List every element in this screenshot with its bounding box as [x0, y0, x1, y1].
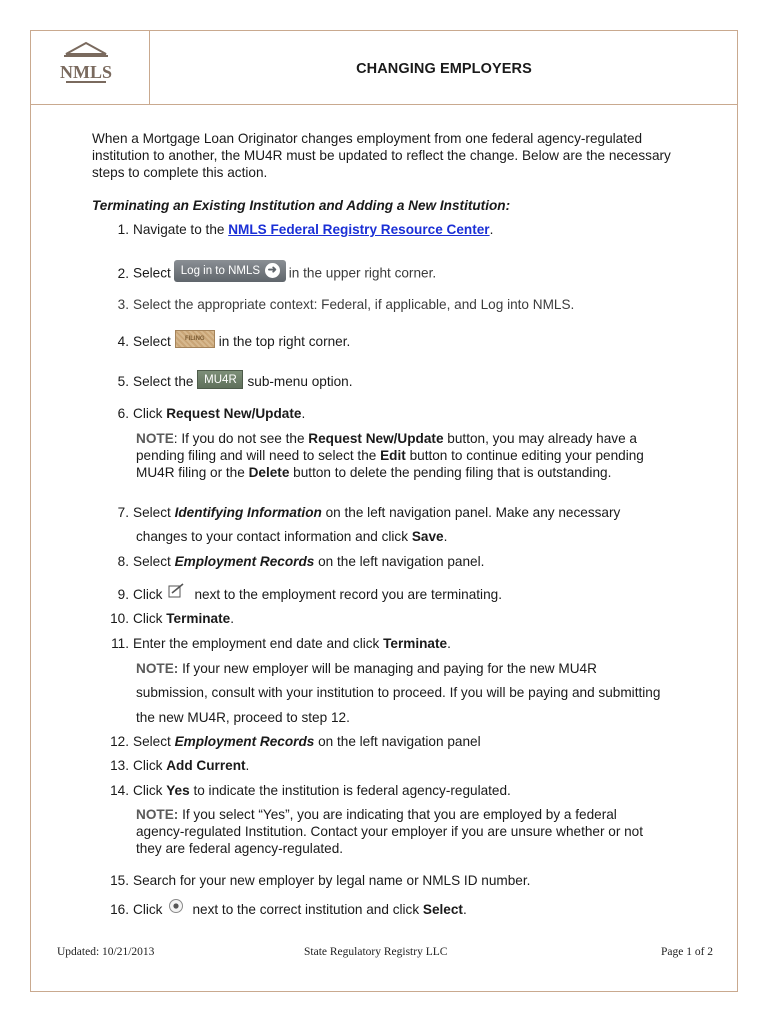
- step-number: 16.: [110, 902, 129, 917]
- step-text: on the left navigation panel: [314, 734, 481, 749]
- note-emphasis: Delete: [248, 465, 290, 480]
- login-to-nmls-button-image: [174, 260, 286, 282]
- step-2: [107, 263, 436, 285]
- step-text: .: [489, 222, 494, 237]
- step-text: on the left navigation panel. Make any necessary: [321, 505, 621, 520]
- note-emphasis: Edit: [380, 448, 406, 463]
- step-14: [107, 782, 511, 799]
- mu4r-button-image: [197, 370, 243, 389]
- note-new-employer-line-2: submission, consult with your institution to proceed. If you will be paying and submitting: [136, 685, 661, 700]
- step-text: Enter the employment end date and click: [133, 636, 384, 651]
- step-text: Select: [133, 554, 175, 569]
- note-label: NOTE:: [136, 661, 179, 676]
- step-text: in the upper right corner.: [288, 265, 437, 281]
- step-text: Select: [133, 334, 171, 349]
- step-text: next to the correct institution and click: [192, 902, 423, 917]
- step-number: 5.: [117, 374, 129, 390]
- step-text: Search for your new employer by legal name or NMLS ID number.: [133, 873, 531, 888]
- step-text: Select the: [133, 374, 194, 390]
- step-text: Click: [133, 587, 163, 602]
- intro-paragraph: When a Mortgage Loan Originator changes employment from one federal agency-regulated institution to another, the MU4R must be updated to reflect the change. Below are the necessary steps to complete this action.: [92, 131, 671, 180]
- step-text: .: [443, 529, 448, 544]
- step-text: Select: [133, 505, 175, 520]
- button-label: MU4R: [204, 374, 237, 386]
- note-text: button to delete the pending filing that is outstanding.: [289, 465, 612, 480]
- footer-organization: State Regulatory Registry LLC: [304, 946, 448, 958]
- step-text: on the left navigation panel.: [314, 554, 485, 569]
- note-text: : If you do not see the: [173, 431, 309, 446]
- note-new-employer-line-3: the new MU4R, proceed to step 12.: [136, 710, 350, 725]
- step-text: sub-menu option.: [247, 374, 353, 390]
- note-text: button, you may already have a pending filing and will need to select the: [136, 431, 637, 463]
- step-number: 2.: [117, 265, 129, 281]
- step-13: [107, 757, 249, 774]
- step-text: next to the employment record you are terminating.: [194, 587, 502, 602]
- page-title: CHANGING EMPLOYERS: [356, 61, 532, 77]
- button-label: FILING: [184, 336, 205, 343]
- note-new-employer-line-1: [136, 660, 597, 677]
- step-text: .: [230, 611, 234, 626]
- resource-center-link[interactable]: NMLS Federal Registry Resource Center: [228, 222, 490, 237]
- step-9: [107, 586, 502, 603]
- step-1: [107, 221, 493, 238]
- step-text: Select: [133, 265, 171, 281]
- step-7-continued: [136, 528, 447, 545]
- step-emphasis: Terminate: [383, 636, 448, 651]
- arrow-right-circle-icon: ➜: [265, 263, 280, 278]
- step-number: 12.: [110, 734, 129, 749]
- section-heading: Terminating an Existing Institution and Adding a New Institution:: [92, 198, 511, 213]
- note-label: NOTE: [136, 431, 174, 446]
- step-number: 8.: [117, 554, 129, 569]
- step-11: [107, 635, 451, 652]
- header-divider: [30, 104, 738, 105]
- note-yes-selection: [136, 806, 666, 857]
- step-emphasis: Yes: [166, 783, 190, 798]
- step-text: .: [245, 758, 250, 773]
- step-text: Select: [133, 734, 175, 749]
- step-number: 13.: [110, 758, 129, 773]
- note-text: If you select “Yes”, you are indicating that you are employed by a federal agency-regulated Institution. Contact your employer if you are unsure whether or not they are federal agency-regulated.: [136, 807, 644, 856]
- note-pending-filing: [136, 430, 661, 481]
- step-text: .: [447, 636, 451, 651]
- step-4: [107, 333, 350, 351]
- step-text: Click: [133, 758, 167, 773]
- note-text: If your new employer will be managing and paying for the new MU4R: [178, 661, 597, 676]
- step-number: 7.: [117, 505, 129, 520]
- radio-select-icon: [168, 898, 184, 914]
- step-number: 1.: [117, 222, 129, 237]
- step-15: [107, 872, 530, 889]
- step-number: 6.: [117, 406, 129, 421]
- note-label: NOTE:: [136, 807, 179, 822]
- step-emphasis: Select: [422, 902, 463, 917]
- step-12: [107, 733, 481, 750]
- step-text: Navigate to the: [133, 222, 229, 237]
- step-text: Click: [133, 902, 163, 917]
- step-number: 14.: [110, 783, 129, 798]
- step-emphasis: Identifying Information: [174, 505, 322, 520]
- step-text: to indicate the institution is federal agency-regulated.: [189, 783, 511, 798]
- nmls-logo: [56, 38, 116, 94]
- step-number: 9.: [117, 587, 129, 602]
- step-emphasis: Employment Records: [174, 734, 315, 749]
- footer-page-number: Page 1 of 2: [661, 946, 714, 958]
- step-emphasis: Terminate: [166, 611, 231, 626]
- svg-text:NMLS: NMLS: [59, 62, 113, 82]
- step-text: Click: [133, 611, 167, 626]
- step-3: [107, 296, 574, 313]
- step-6: [107, 405, 305, 422]
- step-8: [107, 553, 484, 570]
- step-7: [107, 504, 620, 521]
- step-text: Click: [133, 783, 167, 798]
- step-text: Select the appropriate context: Federal, if applicable, and Log into NMLS.: [133, 297, 575, 312]
- step-emphasis: Save: [411, 529, 444, 544]
- step-5: [107, 373, 353, 392]
- step-emphasis: Employment Records: [174, 554, 315, 569]
- step-number: 10.: [110, 611, 129, 626]
- step-10: [107, 610, 234, 627]
- edit-record-icon: [168, 583, 186, 599]
- step-number: 4.: [117, 334, 129, 349]
- note-emphasis: Request New/Update: [308, 431, 444, 446]
- button-label: Log in to NMLS: [180, 265, 261, 277]
- step-16: [107, 901, 467, 918]
- step-number: 3.: [117, 297, 129, 312]
- step-text: .: [301, 406, 306, 421]
- step-text: in the top right corner.: [218, 334, 351, 349]
- step-text: .: [462, 902, 467, 917]
- note-text: button to continue editing your pending MU4R filing or the: [136, 448, 644, 480]
- filing-button-image: [175, 330, 215, 348]
- step-text: changes to your contact information and click: [136, 529, 412, 544]
- footer-updated-date: Updated: 10/21/2013: [57, 946, 155, 958]
- step-emphasis: Request New/Update: [166, 406, 302, 421]
- step-number: 11.: [111, 636, 129, 651]
- step-number: 15.: [110, 873, 129, 888]
- step-text: Click: [133, 406, 167, 421]
- step-emphasis: Add Current: [166, 758, 246, 773]
